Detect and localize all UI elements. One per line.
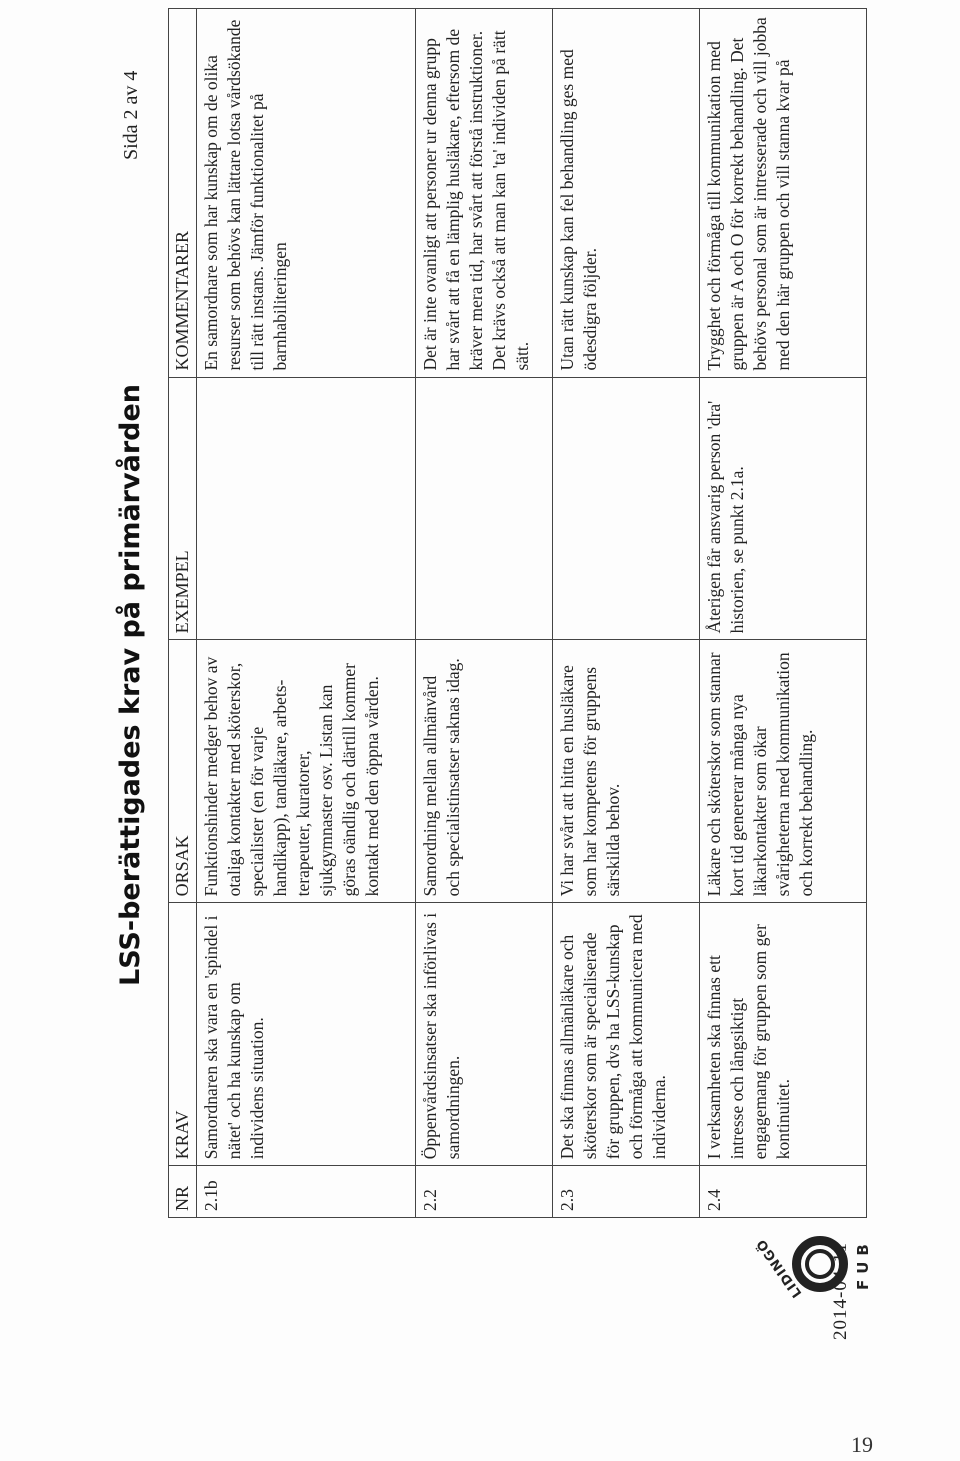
table-row [553, 9, 700, 1218]
cell-krav: I verksamheten ska finnas ett intresse och långsiktigt engagemang för gruppen som ger kontinuitet. [700, 903, 867, 1166]
cell-orsak: Vi har svårt att hitta en husläkare som har kompetens för gruppens särskilda behov. [553, 640, 700, 903]
cell-orsak: Samordning mellan allmänvård och specialistinsatser saknas idag. [416, 640, 553, 903]
header-krav: KRAV [169, 903, 197, 1166]
cell-nr: 2.1b [197, 1166, 416, 1218]
cell-exempel [416, 377, 553, 640]
logo-top-text: LIDINGÖ [753, 1235, 806, 1301]
cell-orsak: Funktionshinder medger behov av otaliga kontakter med sköterskor, specialister (en för varje handikapp), tandläkare, arbets-terapeuter, kuratorer, sjukgymnaster osv. Listan kan göras oändlig och därtill kommer kontakt med den öppna vården. [197, 640, 416, 903]
cell-exempel [553, 377, 700, 640]
cell-kommentarer: Det är inte ovanligt att personer ur denna grupp har svårt att få en lämplig husläkare, eftersom de kräver mera tid, har svårt att förstå instruktioner. Det krävs också att man kan 'ta' individen på rätt sätt. [416, 9, 553, 378]
header-orsak: ORSAK [169, 640, 197, 903]
cell-kommentarer: Utan rätt kunskap kan fel behandling ges med ödesdigra följder. [553, 9, 700, 378]
cell-krav: Öppenvårdsinsatser ska införlivas i samordningen. [416, 903, 553, 1166]
cell-krav: Det ska finnas allmänläkare och sköterskor som är specialiserade för gruppen, dvs ha LSS-kunskap och förmåga att kommunicera med individerna. [553, 903, 700, 1166]
logo-bottom-text: FUB [854, 1238, 872, 1290]
cell-nr: 2.3 [553, 1166, 700, 1218]
cell-krav: Samordnaren ska vara en 'spindel i nätet' och ha kunskap om individens situation. [197, 903, 416, 1166]
table-header-row [169, 9, 197, 1218]
cell-nr: 2.2 [416, 1166, 553, 1218]
header-kommentarer: KOMMENTARER [169, 9, 197, 378]
document-date: 2014-04-11 [830, 1242, 851, 1340]
cell-exempel: Återigen får ansvarig person 'dra' historien, se punkt 2.1a. [700, 377, 867, 640]
cell-kommentarer: En samordnare som har kunskap om de olika resurser som behövs kan lättare lotsa vårdsökande till rätt instans. Jämför funktionalitet på barnhabiliteringen [197, 9, 416, 378]
fub-logo [753, 1210, 880, 1320]
table-row [416, 9, 553, 1218]
page-indicator: Sida 2 av 4 [120, 70, 142, 160]
table-row [197, 9, 416, 1218]
cell-exempel [197, 377, 416, 640]
header-nr: NR [169, 1166, 197, 1218]
cell-nr: 2.4 [700, 1166, 867, 1218]
cell-kommentarer: Trygghet och förmåga till kommunikation med gruppen är A och O för korrekt behandling. Det behövs personal som är intresserade och vill jobba med den här gruppen och vill stanna kvar på [700, 9, 867, 378]
document-title: LSS-berättigades krav på primärvården [115, 384, 146, 986]
requirements-table [168, 8, 867, 1218]
header-exempel: EXEMPEL [169, 377, 197, 640]
table-row [700, 9, 867, 1218]
cell-orsak: Läkare och sköterskor som stannar kort tid genererar många nya läkarkontakter som ökar svårigheterna med kommunikation och korrekt behandling. [700, 640, 867, 903]
page-number: 19 [851, 1432, 873, 1457]
rotated-page [10, 0, 890, 1340]
